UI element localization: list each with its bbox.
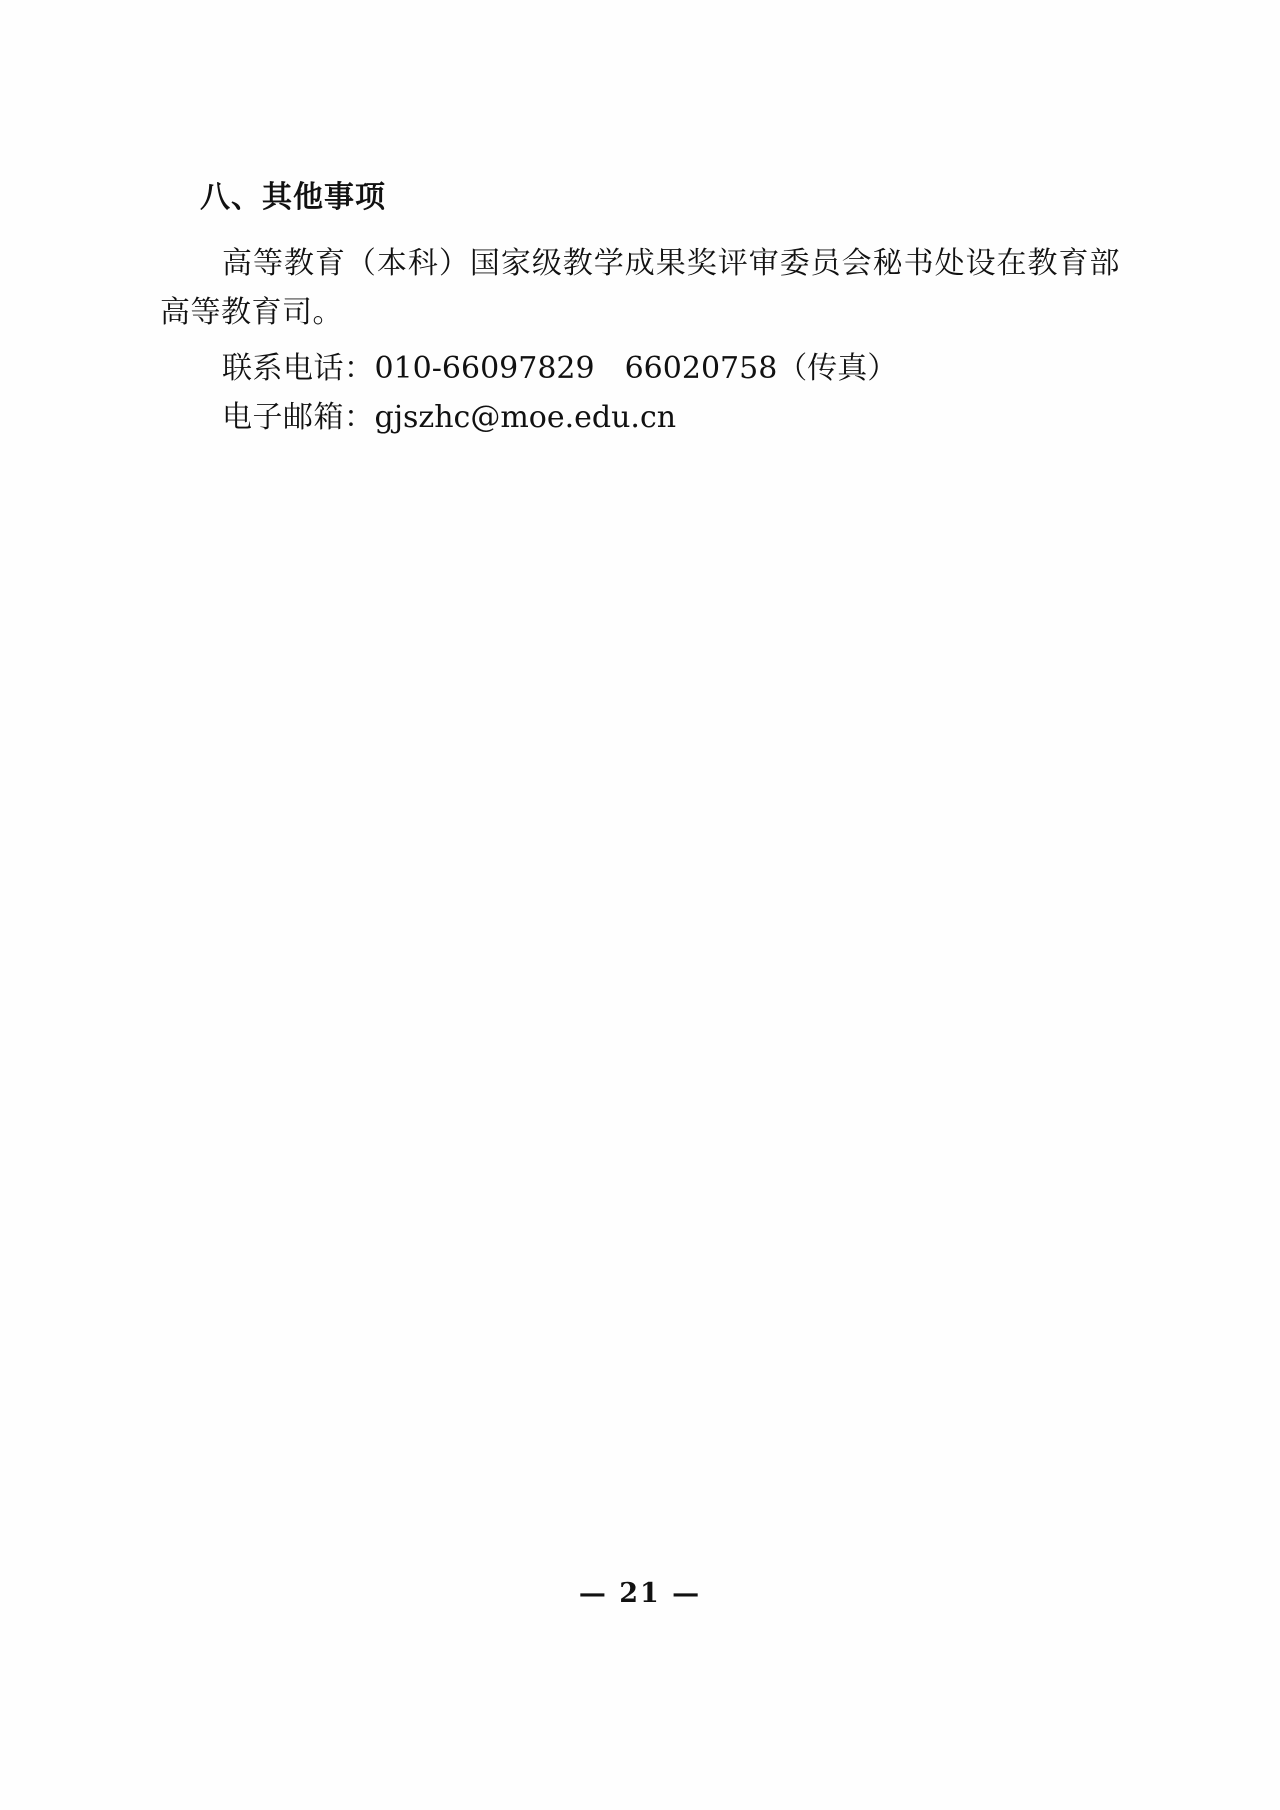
section-paragraph: 高等教育（本科）国家级教学成果奖评审委员会秘书处设在教育部高等教育司。	[160, 246, 1120, 330]
contact-phone-value: 010-66097829 66020758（传真）	[374, 351, 898, 387]
contact-email-value: gjszhc@moe.edu.cn	[374, 399, 677, 435]
contact-email-line	[160, 394, 1120, 443]
contact-email-label: 电子邮箱：	[222, 399, 375, 435]
contact-phone-line	[160, 345, 1120, 394]
contact-phone-label: 联系电话：	[222, 351, 375, 387]
page-number: — 21 —	[578, 1578, 702, 1609]
page-content	[160, 175, 1120, 442]
section-heading: 八、其他事项	[200, 180, 386, 215]
